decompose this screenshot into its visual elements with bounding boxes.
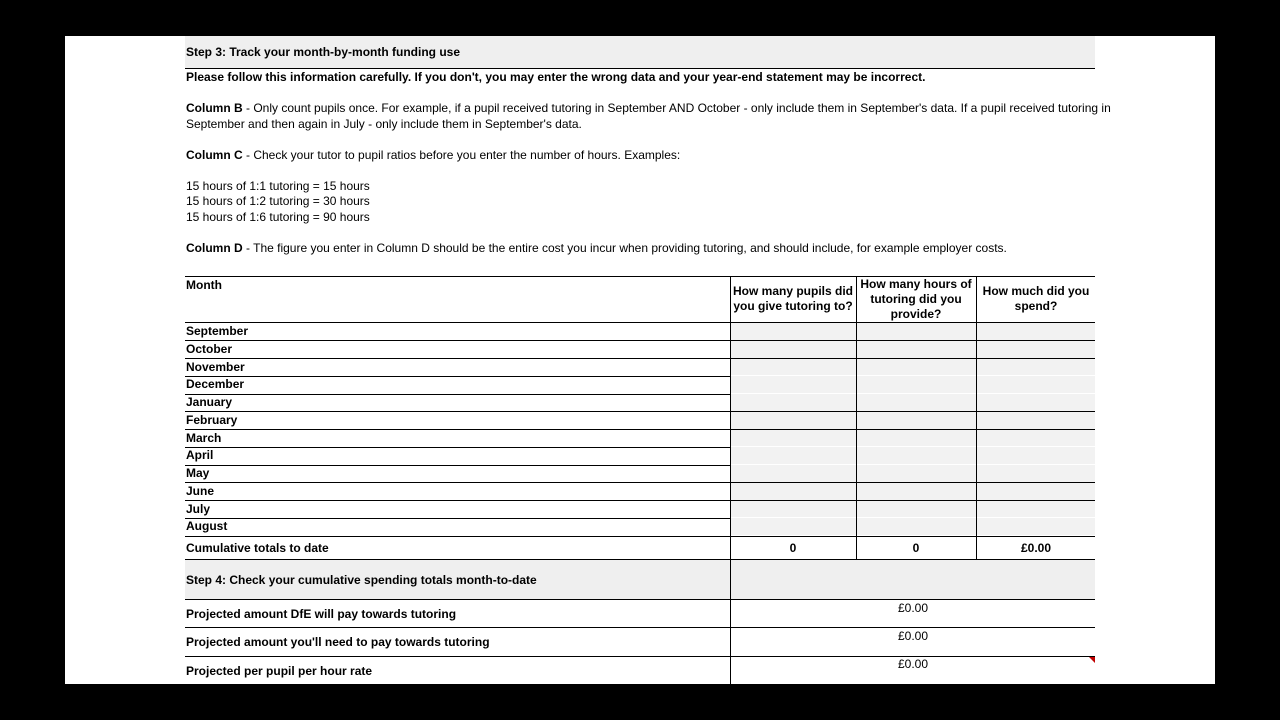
per-pupil-rate-value[interactable]: £0.00 <box>898 657 929 671</box>
column-b-note-cont: September and then again in July - only include them in September's data. <box>186 117 582 131</box>
per-pupil-rate-label: Projected per pupil per hour rate <box>186 664 373 678</box>
pupils-input-cell[interactable] <box>731 501 856 518</box>
hours-input-cell[interactable] <box>857 394 976 411</box>
month-label: May <box>186 466 210 480</box>
totals-spend: £0.00 <box>1020 541 1052 555</box>
month-label: October <box>186 341 233 356</box>
dfe-pay-label: Projected amount DfE will pay towards tutoring <box>186 607 457 621</box>
spend-input-cell[interactable] <box>977 412 1095 429</box>
comment-marker-icon <box>1089 657 1095 663</box>
hours-input-cell[interactable] <box>857 359 976 376</box>
hours-input-cell[interactable] <box>857 518 976 535</box>
spreadsheet-page <box>65 36 1215 684</box>
column-d-note: Column D - The figure you enter in Column D should be the entire cost you incur when providing tutoring, and should include, for example employer costs. <box>186 241 1007 255</box>
spend-input-cell[interactable] <box>977 394 1095 411</box>
totals-hours: 0 <box>912 541 920 555</box>
hours-input-cell[interactable] <box>857 501 976 518</box>
month-label: August <box>186 519 228 534</box>
hours-input-cell[interactable] <box>857 447 976 464</box>
totals-pupils: 0 <box>789 541 797 555</box>
hours-input-cell[interactable] <box>857 483 976 500</box>
spend-input-cell[interactable] <box>977 501 1095 518</box>
spend-input-cell[interactable] <box>977 518 1095 535</box>
month-label: December <box>186 377 245 392</box>
spend-input-cell[interactable] <box>977 447 1095 464</box>
pupils-input-cell[interactable] <box>731 430 856 447</box>
column-c-note: Column C - Check your tutor to pupil ratios before you enter the number of hours. Examples: <box>186 148 681 162</box>
spend-input-cell[interactable] <box>977 430 1095 447</box>
month-label: March <box>186 430 222 445</box>
hours-input-cell[interactable] <box>857 341 976 358</box>
month-label: July <box>186 501 211 516</box>
month-label: June <box>186 483 215 498</box>
pupils-input-cell[interactable] <box>731 465 856 482</box>
pupils-input-cell[interactable] <box>731 412 856 429</box>
step4-title: Step 4: Check your cumulative spending totals month-to-date <box>186 573 537 587</box>
school-pay-value[interactable]: £0.00 <box>898 629 929 643</box>
spend-header: How much did you spend? <box>982 284 1090 313</box>
pupils-input-cell[interactable] <box>731 341 856 358</box>
totals-label: Cumulative totals to date <box>186 541 329 555</box>
pupils-input-cell[interactable] <box>731 483 856 500</box>
month-header: Month <box>186 278 222 292</box>
pupils-input-cell[interactable] <box>731 323 856 340</box>
hours-header: How many hours of tutoring did you provide? <box>860 277 972 321</box>
spend-input-cell[interactable] <box>977 359 1095 376</box>
example-2: 15 hours of 1:2 tutoring = 30 hours <box>186 194 370 208</box>
month-label: January <box>186 395 233 409</box>
pupils-input-cell[interactable] <box>731 376 856 393</box>
example-3: 15 hours of 1:6 tutoring = 90 hours <box>186 210 370 224</box>
pupils-input-cell[interactable] <box>731 359 856 376</box>
spend-input-cell[interactable] <box>977 341 1095 358</box>
spend-input-cell[interactable] <box>977 483 1095 500</box>
spend-input-cell[interactable] <box>977 465 1095 482</box>
column-b-note: Column B - Only count pupils once. For example, if a pupil received tutoring in September AND October - only include them in September's data. If a pupil received tutoring in <box>186 101 1111 115</box>
hours-input-cell[interactable] <box>857 376 976 393</box>
month-label: April <box>186 448 214 463</box>
pupils-input-cell[interactable] <box>731 394 856 411</box>
pupils-input-cell[interactable] <box>731 447 856 464</box>
month-label: November <box>186 359 245 374</box>
spend-input-cell[interactable] <box>977 323 1095 340</box>
month-label: September <box>186 324 249 338</box>
school-pay-label: Projected amount you'll need to pay towards tutoring <box>186 635 490 649</box>
example-1: 15 hours of 1:1 tutoring = 15 hours <box>186 179 370 193</box>
hours-input-cell[interactable] <box>857 412 976 429</box>
hours-input-cell[interactable] <box>857 323 976 340</box>
month-label: February <box>186 412 238 427</box>
step3-title: Step 3: Track your month-by-month funding use <box>186 45 461 59</box>
hours-input-cell[interactable] <box>857 430 976 447</box>
dfe-pay-value[interactable]: £0.00 <box>898 601 929 615</box>
pupils-header: How many pupils did you give tutoring to? <box>732 284 853 313</box>
pupils-input-cell[interactable] <box>731 518 856 535</box>
spend-input-cell[interactable] <box>977 376 1095 393</box>
hours-input-cell[interactable] <box>857 465 976 482</box>
warning-text: Please follow this information carefully. If you don't, you may enter the wrong data and your year-end statement may be incorrect. <box>186 70 926 84</box>
